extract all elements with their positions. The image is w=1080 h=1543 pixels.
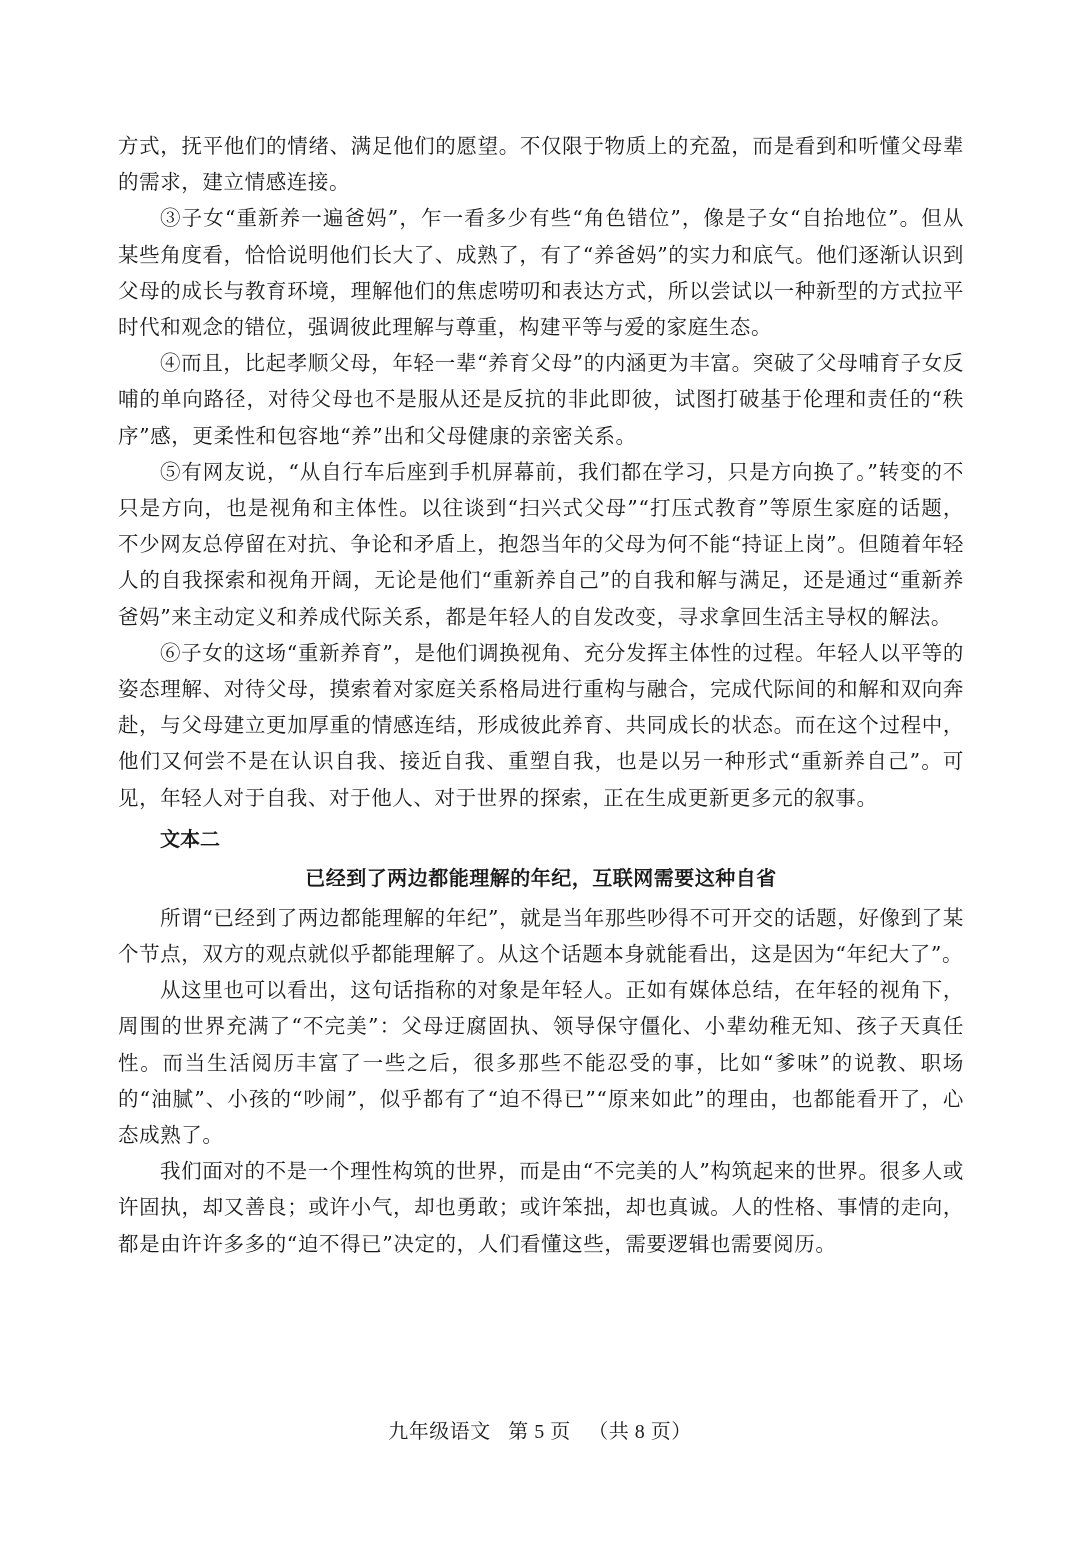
- paragraph-3: ③子女“重新养一遍爸妈”，乍一看多少有些“角色错位”，像是子女“自抬地位”。但从某些角度看，恰恰说明他们长大了、成熟了，有了“养爸妈”的实力和底气。他们逐渐认识到父母的成长与教育环境，理解他们的焦虑唠叨和表达方式，所以尝试以一种新型的方式拉平时代和观念的错位，强调彼此理解与尊重，构建平等与爱的家庭生态。: [118, 206, 964, 340]
- text-two-paragraph-2: 从这里也可以看出，这句话指称的对象是年轻人。正如有媒体总结，在年轻的视角下，周围的世界充满了“不完美”：父母迂腐固执、领导保守僵化、小辈幼稚无知、孩子天真任性。而当生活阅历丰富了一些之后，很多那些不能忍受的事，比如“爹味”的说教、职场的“油腻”、小孩的“吵闹”，似乎都有了“迫不得已”“原来如此”的理由，也都能看开了，心态成熟了。: [118, 978, 964, 1148]
- exam-page: [118, 128, 964, 1262]
- text-two-paragraph-1: 所谓“已经到了两边都能理解的年纪”，就是当年那些吵得不可开交的话题，好像到了某个节点，双方的观点就似乎都能理解了。从这个话题本身就能看出，这是因为“年纪大了”。: [118, 905, 964, 967]
- page-footer: [0, 1418, 1080, 1446]
- paragraph-6: ⑥子女的这场“重新养育”，是他们调换视角、充分发挥主体性的过程。年轻人以平等的姿态理解、对待父母，摸索着对家庭关系格局进行重构与融合，完成代际间的和解和双向奔赴，与父母建立更加厚重的情感连结，形成彼此养育、共同成长的状态。而在这个过程中，他们又何尝不是在认识自我、接近自我、重塑自我，也是以另一种形式“重新养自己”。可见，年轻人对于自我、对于他人、对于世界的探索，正在生成更新更多元的叙事。: [118, 640, 964, 810]
- footer-subject: 九年级语文: [388, 1421, 491, 1443]
- continuation-paragraph: 方式，抚平他们的情绪、满足他们的愿望。不仅限于物质上的充盈，而是看到和听懂父母辈的需求，建立情感连接。: [118, 134, 964, 195]
- paragraph-4: ④而且，比起孝顺父母，年轻一辈“养育父母”的内涵更为丰富。突破了父母哺育子女反哺的单向路径，对待父母也不是服从还是反抗的非此即彼，试图打破基于伦理和责任的“秩序”感，更柔性和包容地“养”出和父母健康的亲密关系。: [118, 351, 964, 448]
- text-two-paragraph-3: 我们面对的不是一个理性构筑的世界，而是由“不完美的人”构筑起来的世界。很多人或许固执，却又善良；或许小气，却也勇敢；或许笨拙，却也真诚。人的性格、事情的走向，都是由许许多多的“迫不得已”决定的，人们看懂这些，需要逻辑也需要阅历。: [118, 1159, 964, 1256]
- footer-page-number: 第 5 页: [508, 1421, 571, 1443]
- paragraph-5: ⑤有网友说，“从自行车后座到手机屏幕前，我们都在学习，只是方向换了。”转变的不只是方向，也是视角和主体性。以往谈到“扫兴式父母”“打压式教育”等原生家庭的话题，不少网友总停留在对抗、争论和矛盾上，抱怨当年的父母为何不能“持证上岗”。但随着年轻人的自我探索和视角开阔，无论是他们“重新养自己”的自我和解与满足，还是通过“重新养爸妈”来主动定义和养成代际关系，都是年轻人的自发改变，寻求拿回生活主导权的解法。: [118, 459, 964, 629]
- footer-total-pages: （共 8 页）: [588, 1421, 692, 1443]
- text-two-label: 文本二: [160, 826, 220, 851]
- text-two-title: 已经到了两边都能理解的年纪，互联网需要这种自省: [305, 865, 777, 890]
